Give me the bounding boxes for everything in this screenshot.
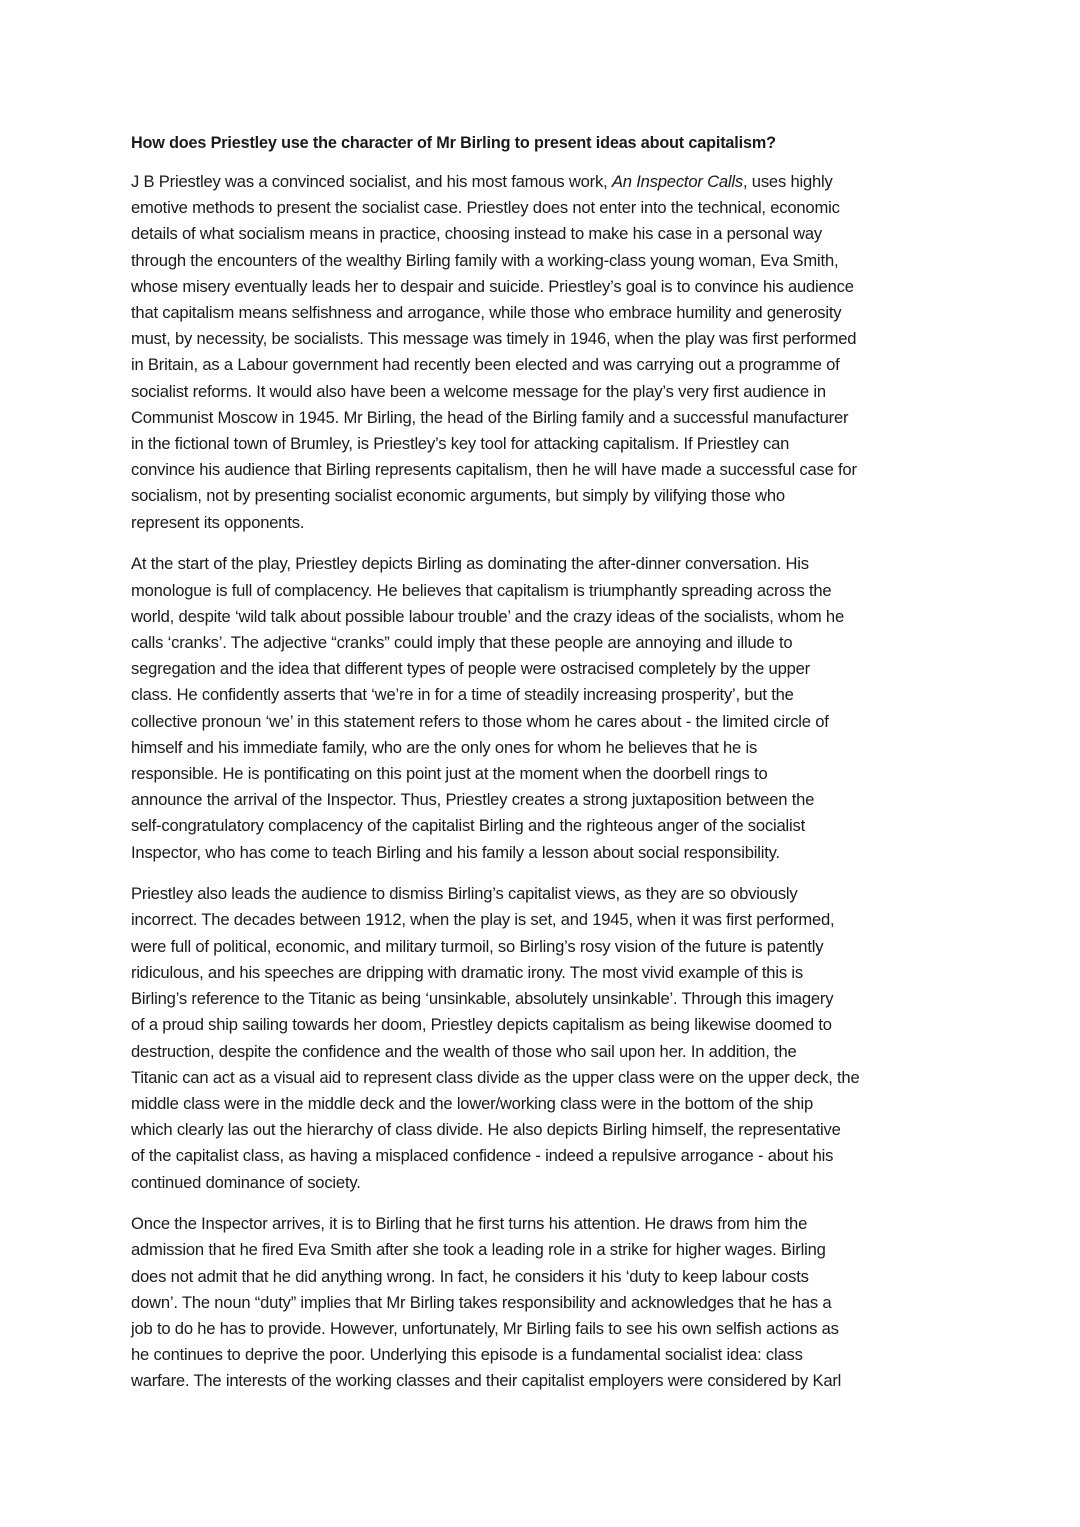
text-line: himself and his immediate family, who are the only ones for whom he believes that he is: [131, 737, 758, 757]
text-line: incorrect. The decades between 1912, when the play is set, and 1945, when it was first performed,: [131, 910, 835, 930]
text-line: ridiculous, and his speeches are dripping with dramatic irony. The most vivid example of this is: [131, 962, 803, 982]
text-line: socialism, not by presenting socialist economic arguments, but simply by vilifying those who: [131, 486, 785, 506]
text-line: Once the Inspector arrives, it is to Birling that he first turns his attention. He draws from him the: [131, 1214, 808, 1234]
play-title-italic: An Inspector Calls: [611, 172, 743, 191]
text-line: whose misery eventually leads her to despair and suicide. Priestley’s goal is to convince his audience: [131, 276, 854, 296]
text-line: through the encounters of the wealthy Birling family with a working-class young woman, Eva Smith,: [131, 250, 839, 270]
text-line: which clearly las out the hierarchy of class divide. He also depicts Birling himself, the representative: [131, 1120, 841, 1140]
text-line: destruction, despite the confidence and the wealth of those who sail upon her. In addition, the: [131, 1041, 797, 1061]
text-line: Inspector, who has come to teach Birling and his family a lesson about social responsibility.: [131, 842, 780, 862]
essay-body: [131, 169, 971, 1395]
text-line: job to do he has to provide. However, unfortunately, Mr Birling fails to see his own selfish actions as: [131, 1319, 839, 1339]
text-line: calls ‘cranks’. The adjective “cranks” could imply that these people are annoying and illude to: [131, 632, 793, 652]
text-line: middle class were in the middle deck and the lower/working class were in the bottom of the ship: [131, 1093, 813, 1113]
text-line: admission that he fired Eva Smith after she took a leading role in a strike for higher wages. Birling: [131, 1240, 826, 1260]
text-line: does not admit that he did anything wrong. In fact, he considers it his ‘duty to keep labour costs: [131, 1266, 809, 1286]
text-line: world, despite ‘wild talk about possible labour trouble’ and the crazy ideas of the socialists, whom he: [131, 606, 844, 626]
text-line: self-congratulatory complacency of the capitalist Birling and the righteous anger of the socialist: [131, 816, 806, 836]
text-line: represent its opponents.: [131, 512, 305, 532]
text-line: segregation and the idea that different types of people were ostracised completely by the upper: [131, 659, 810, 679]
text-line: of a proud ship sailing towards her doom, Priestley depicts capitalism as being likewise doomed to: [131, 1015, 832, 1035]
text-line: Communist Moscow in 1945. Mr Birling, the head of the Birling family and a successful manufacturer: [131, 407, 849, 427]
text-run: J B Priestley was a convinced socialist, and his most famous work,: [131, 172, 612, 191]
text-line: emotive methods to present the socialist case. Priestley does not enter into the technical, economic: [131, 198, 840, 218]
text-line: Titanic can act as a visual aid to represent class divide as the upper class were on the upper deck, the: [131, 1067, 860, 1087]
text-line: Birling’s reference to the Titanic as being ‘unsinkable, absolutely unsinkable’. Through this imagery: [131, 989, 834, 1009]
text-line: socialist reforms. It would also have been a welcome message for the play’s very first audience in: [131, 381, 826, 401]
text-line: of the capitalist class, as having a misplaced confidence - indeed a repulsive arrogance - about his: [131, 1146, 834, 1166]
text-line: Priestley also leads the audience to dismiss Birling’s capitalist views, as they are so obviously: [131, 884, 798, 904]
text-line: must, by necessity, be socialists. This message was timely in 1946, when the play was first performed: [131, 329, 857, 349]
text-line: responsible. He is pontificating on this point just at the moment when the doorbell rings to: [131, 763, 768, 783]
text-line: monologue is full of complacency. He believes that capitalism is triumphantly spreading across the: [131, 580, 832, 600]
text-line: warfare. The interests of the working classes and their capitalist employers were considered by Karl: [131, 1371, 842, 1391]
paragraph: [131, 169, 971, 536]
text-line: were full of political, economic, and military turmoil, so Birling’s rosy vision of the future is patently: [131, 936, 824, 956]
text-line: details of what socialism means in practice, choosing instead to make his case in a personal way: [131, 224, 823, 244]
text-line: collective pronoun ‘we’ in this statement refers to those whom he cares about - the limited circle of: [131, 711, 829, 731]
text-line: [131, 169, 971, 195]
text-run: , uses highly: [742, 172, 833, 191]
paragraph: [131, 1211, 971, 1394]
text-line: continued dominance of society.: [131, 1172, 361, 1192]
text-line: down’. The noun “duty” implies that Mr Birling takes responsibility and acknowledges that he has a: [131, 1292, 832, 1312]
paragraph: [131, 551, 971, 865]
text-line: convince his audience that Birling represents capitalism, then he will have made a successful case for: [131, 460, 857, 480]
text-line: in the fictional town of Brumley, is Priestley’s key tool for attacking capitalism. If Priestley can: [131, 434, 790, 454]
text-line: class. He confidently asserts that ‘we’re in for a time of steadily increasing prosperity’, but the: [131, 685, 794, 705]
text-line: announce the arrival of the Inspector. Thus, Priestley creates a strong juxtaposition between the: [131, 790, 815, 810]
paragraph: [131, 881, 971, 1195]
text-line: in Britain, as a Labour government had recently been elected and was carrying out a programme of: [131, 355, 840, 375]
text-line: At the start of the play, Priestley depicts Birling as dominating the after-dinner conversation. His: [131, 554, 809, 574]
text-line: he continues to deprive the poor. Underlying this episode is a fundamental socialist idea: class: [131, 1345, 803, 1365]
document-page: [131, 132, 971, 1410]
text-line: that capitalism means selfishness and arrogance, while those who embrace humility and generosity: [131, 303, 842, 323]
essay-title: How does Priestley use the character of Mr Birling to present ideas about capitalism?: [131, 134, 776, 152]
